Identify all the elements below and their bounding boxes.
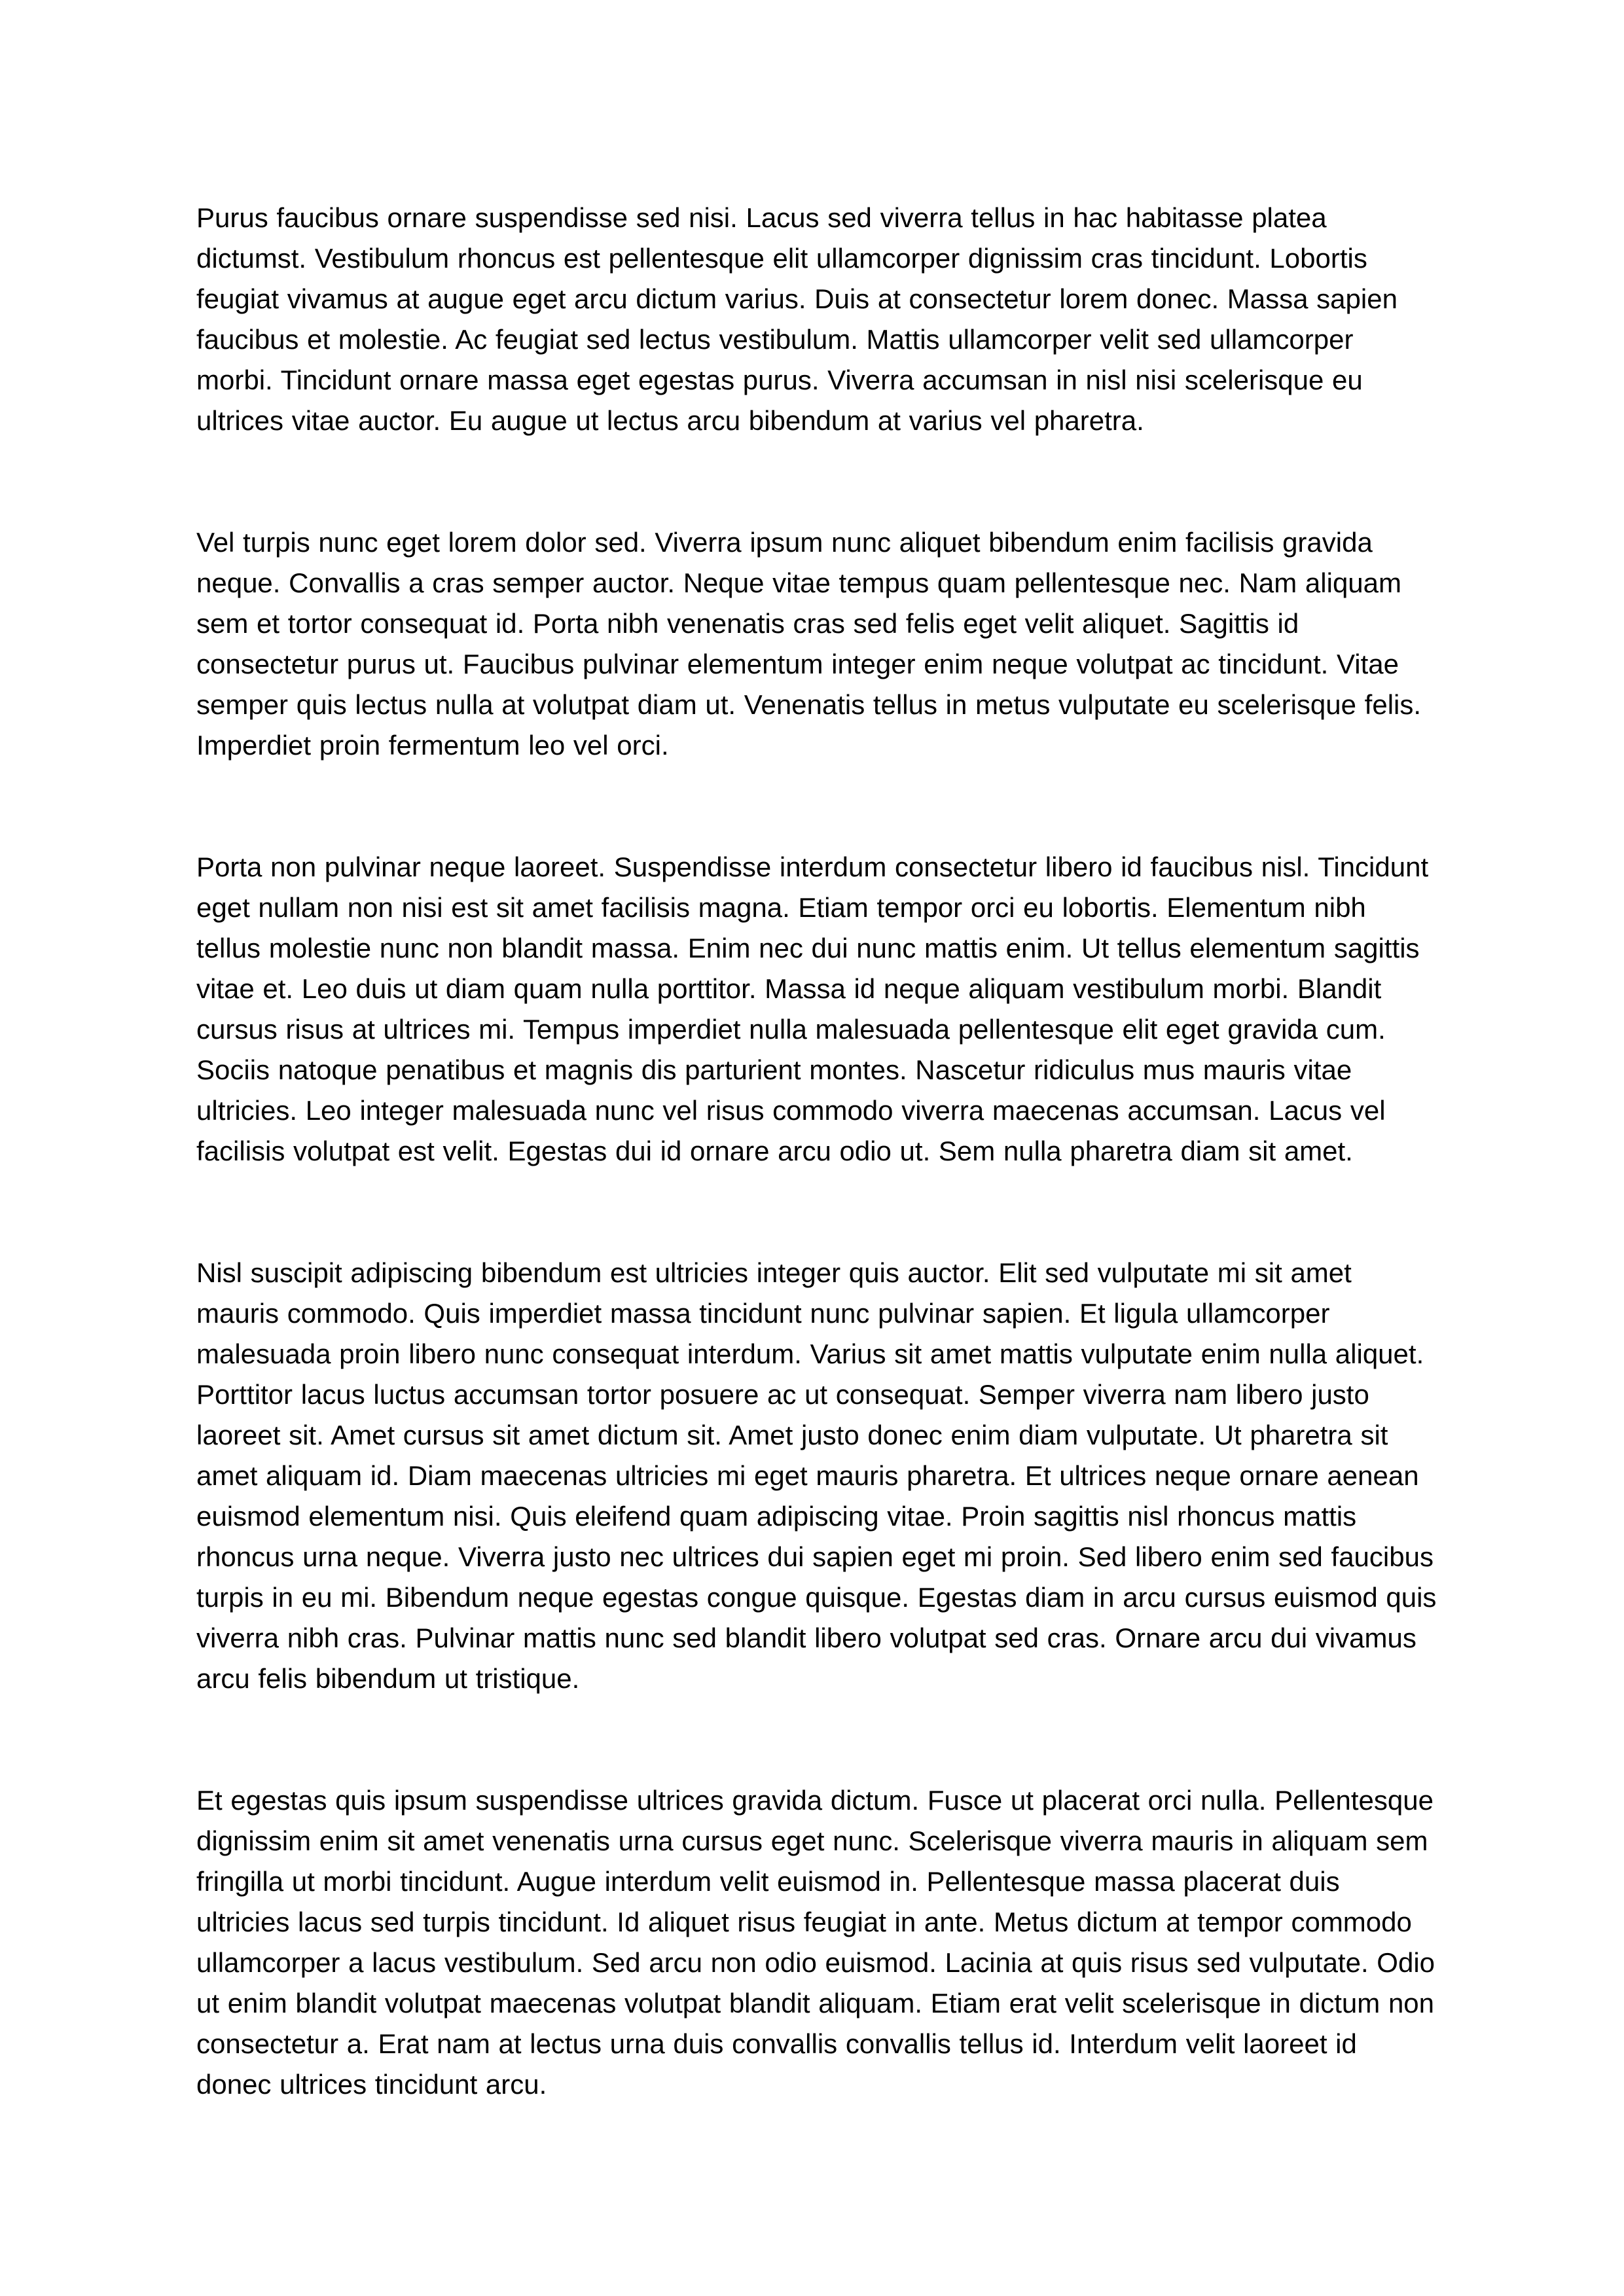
paragraph-3: Porta non pulvinar neque laoreet. Suspendisse interdum consectetur libero id faucibus nisl. Tincidunt eget nullam non nisi est sit amet facilisis magna. Etiam tempor orci eu lobortis. Elementum nibh tellus molestie nunc non blandit massa. Enim nec dui nunc mattis enim. Ut tellus elementum sagittis vitae et. Leo duis ut diam quam nulla porttitor. Massa id neque aliquam vestibulum morbi. Blandit cursus risus at ultrices mi. Tempus imperdiet nulla malesuada pellentesque elit eget gravida cum. Sociis natoque penatibus et magnis dis parturient montes. Nascetur ridiculus mus mauris vitae ultricies. Leo integer malesuada nunc vel risus commodo viverra maecenas accumsan. Lacus vel facilisis volutpat est velit. Egestas dui id ornare arcu odio ut. Sem nulla pharetra diam sit amet.	[196, 852, 1429, 1166]
document-text-block	[196, 198, 1437, 2105]
paragraph-2: Vel turpis nunc eget lorem dolor sed. Viverra ipsum nunc aliquet bibendum enim facilisis gravida neque. Convallis a cras semper auctor. Neque vitae tempus quam pellentesque nec. Nam aliquam sem et tortor consequat id. Porta nibh venenatis cras sed felis eget velit aliquet. Sagittis id consectetur purus ut. Faucibus pulvinar elementum integer enim neque volutpat ac tincidunt. Vitae semper quis lectus nulla at volutpat diam ut. Venenatis tellus in metus vulputate eu scelerisque felis. Imperdiet proin fermentum leo vel orci.	[196, 527, 1422, 761]
paragraph-1: Purus faucibus ornare suspendisse sed nisi. Lacus sed viverra tellus in hac habitasse platea dictumst. Vestibulum rhoncus est pellentesque elit ullamcorper dignissim cras tincidunt. Lobortis feugiat vivamus at augue eget arcu dictum varius. Duis at consectetur lorem donec. Massa sapien faucibus et molestie. Ac feugiat sed lectus vestibulum. Mattis ullamcorper velit sed ullamcorper morbi. Tincidunt ornare massa eget egestas purus. Viverra accumsan in nisl nisi scelerisque eu ultrices vitae auctor. Eu augue ut lectus arcu bibendum at varius vel pharetra.	[196, 202, 1398, 436]
paragraph-4: Nisl suscipit adipiscing bibendum est ultricies integer quis auctor. Elit sed vulputate mi sit amet mauris commodo. Quis imperdiet massa tincidunt nunc pulvinar sapien. Et ligula ullamcorper malesuada proin libero nunc consequat interdum. Varius sit amet mattis vulputate enim nulla aliquet. Porttitor lacus luctus accumsan tortor posuere ac ut consequat. Semper viverra nam libero justo laoreet sit. Amet cursus sit amet dictum sit. Amet justo donec enim diam vulputate. Ut pharetra sit amet aliquam id. Diam maecenas ultricies mi eget mauris pharetra. Et ultrices neque ornare aenean euismod elementum nisi. Quis eleifend quam adipiscing vitae. Proin sagittis nisl rhoncus mattis rhoncus urna neque. Viverra justo nec ultrices dui sapien eget mi proin. Sed libero enim sed faucibus turpis in eu mi. Bibendum neque egestas congue quisque. Egestas diam in arcu cursus euismod quis viverra nibh cras. Pulvinar mattis nunc sed blandit libero volutpat sed cras. Ornare arcu dui vivamus arcu felis bibendum ut tristique.	[196, 1257, 1437, 1694]
paragraph-5: Et egestas quis ipsum suspendisse ultrices gravida dictum. Fusce ut placerat orci nulla. Pellentesque dignissim enim sit amet venenatis urna cursus eget nunc. Scelerisque viverra mauris in aliquam sem fringilla ut morbi tincidunt. Augue interdum velit euismod in. Pellentesque massa placerat duis ultricies lacus sed turpis tincidunt. Id aliquet risus feugiat in ante. Metus dictum at tempor commodo ullamcorper a lacus vestibulum. Sed arcu non odio euismod. Lacinia at quis risus sed vulputate. Odio ut enim blandit volutpat maecenas volutpat blandit aliquam. Etiam erat velit scelerisque in dictum non consectetur a. Erat nam at lectus urna duis convallis convallis tellus id. Interdum velit laoreet id donec ultrices tincidunt arcu.	[196, 1785, 1435, 2100]
